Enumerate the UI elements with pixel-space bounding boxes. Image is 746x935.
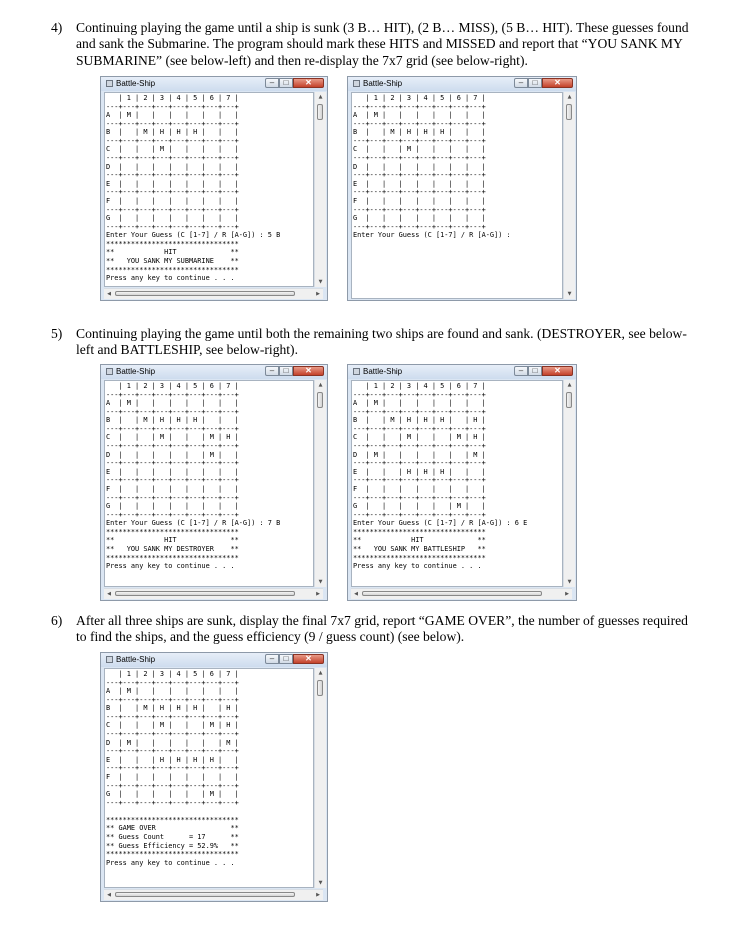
window-title: Battle-Ship [363,79,403,88]
paragraph-text: Continuing playing the game until both the remaining two ships are found and sank. (DESTROYER, see below-left and BATTLESHIP, see below-right). [76,326,687,358]
console-output-area[interactable] [104,380,314,587]
paragraph-6 [51,613,701,647]
app-icon [353,80,360,87]
scroll-up-arrow-icon[interactable]: ▲ [567,94,572,100]
scroll-thumb[interactable] [317,392,323,408]
minimize-button[interactable]: – [265,78,279,88]
scroll-thumb[interactable] [317,104,323,120]
minimize-button[interactable]: – [265,654,279,664]
scroll-down-arrow-icon[interactable]: ▼ [318,279,323,285]
app-icon [106,368,113,375]
maximize-button[interactable]: □ [528,366,542,376]
close-button[interactable]: ✕ [293,366,324,376]
scroll-right-arrow-icon[interactable]: ▶ [316,291,320,297]
console-output-area[interactable] [104,92,314,287]
horizontal-scroll-thumb[interactable] [115,892,295,897]
window-title: Battle-Ship [116,367,156,376]
window-title: Battle-Ship [116,655,156,664]
scroll-up-arrow-icon[interactable]: ▲ [318,94,323,100]
console-text: | 1 | 2 | 3 | 4 | 5 | 6 | 7 | ---+---+---+---+---+---+---+---+ A | M | | | | | | | ---+---+---+---+---+---+---+---+ B | | M | H | H | H | | | ---+---+---+---+---+---+---+---+ C | | | M | | | | | ---+---+---+---+---+---+---+---+ D | | | | | | | | ---+---+---+---+---+---+---+---+ E | | | | | | | | ---+---+---+---+---+---+---+---+ F | | | | | | | | ---+---+---+---+---+---+---+---+ G | | | | | | | | ---+---+---+---+---+---+---+---+ Enter Your Guess (C [1-7] / R [A-G]) : [353,94,511,240]
scroll-right-arrow-icon[interactable]: ▶ [565,591,569,597]
paragraph-number: 4) [51,20,63,35]
paragraph-text: Continuing playing the game until a ship is sunk (3 B… HIT), (2 B… MISS), (5 B… HIT). These guesses found and sank the Submarine. The program should mark these HITS and MISSED and report that “YOU SANK MY SUBMARINE” (see below-left) and then re-display the 7x7 grid (see below-right). [76,20,689,68]
horizontal-scroll-thumb[interactable] [115,291,295,296]
app-icon [106,80,113,87]
console-window-battleship-sunk[interactable] [347,364,577,601]
vertical-scrollbar[interactable] [314,668,326,888]
scroll-thumb[interactable] [566,104,572,120]
minimize-button[interactable]: – [265,366,279,376]
close-button[interactable]: ✕ [542,366,573,376]
horizontal-scrollbar[interactable] [104,889,323,900]
scroll-up-arrow-icon[interactable]: ▲ [567,382,572,388]
scroll-thumb[interactable] [566,392,572,408]
scroll-left-arrow-icon[interactable]: ◀ [107,591,111,597]
paragraph-text: After all three ships are sunk, display the final 7x7 grid, report “GAME OVER”, the number of guesses required to find the ships, and the guess efficiency (9 / guess count) (see below). [76,613,688,645]
app-icon [106,656,113,663]
horizontal-scrollbar[interactable] [104,588,323,599]
horizontal-scroll-thumb[interactable] [362,591,542,596]
horizontal-scrollbar[interactable] [104,288,323,299]
paragraph-number: 6) [51,613,63,628]
console-window-submarine-sunk[interactable] [100,76,328,301]
horizontal-scroll-thumb[interactable] [115,591,295,596]
app-icon [353,368,360,375]
scroll-down-arrow-icon[interactable]: ▼ [567,291,572,297]
window-title: Battle-Ship [363,367,403,376]
scroll-left-arrow-icon[interactable]: ◀ [354,591,358,597]
console-window-game-over[interactable] [100,652,328,902]
close-button[interactable]: ✕ [293,654,324,664]
scroll-down-arrow-icon[interactable]: ▼ [567,579,572,585]
scroll-down-arrow-icon[interactable]: ▼ [318,579,323,585]
paragraph-5 [51,326,701,360]
close-button[interactable]: ✕ [293,78,324,88]
console-output-area[interactable] [351,380,563,587]
paragraph-number: 5) [51,326,63,341]
console-window-destroyer-sunk[interactable] [100,364,328,601]
console-text: | 1 | 2 | 3 | 4 | 5 | 6 | 7 | ---+---+---+---+---+---+---+---+ A | M | | | | | | | ---+---+---+---+---+---+---+---+ B | | M | H | H | H | | H | ---+---+---+---+---+---+---+---+ C | | | M | | | M | H | ---+---+---+---+---+---+---+---+ D | M | | | | | | M | ---+---+---+---+---+---+---+---+ E | | | H | H | H | H | | ---+---+---+---+---+---+---+---+ F | | | | | | | | ---+---+---+---+---+---+---+---+ G | | | | | | M | | ---+---+---+---+---+---+---+---+ ******************************** ** GAME OVER ** ** Guess Count = 17 ** ** Guess Efficiency = 52.9% ** ******************************** Press any key to continue . . . [106,670,239,867]
horizontal-scrollbar[interactable] [351,588,572,599]
console-text: | 1 | 2 | 3 | 4 | 5 | 6 | 7 | ---+---+---+---+---+---+---+---+ A | M | | | | | | | ---+---+---+---+---+---+---+---+ B | | M | H | H | H | | H | ---+---+---+---+---+---+---+---+ C | | | M | | | M | H | ---+---+---+---+---+---+---+---+ D | M | | | | | | M | ---+---+---+---+---+---+---+---+ E | | | H | H | H | | | ---+---+---+---+---+---+---+---+ F | | | | | | | | ---+---+---+---+---+---+---+---+ G | | | | | | M | | ---+---+---+---+---+---+---+---+ Enter Your Guess (C [1-7] / R [A-G]) : 6 E ******************************** ** HIT ** ** YOU SANK MY BATTLESHIP ** ******************************** Press any key to continue . . . [353,382,528,571]
maximize-button[interactable]: □ [528,78,542,88]
paragraph-4 [51,20,701,70]
minimize-button[interactable]: – [514,78,528,88]
vertical-scrollbar[interactable] [314,92,326,287]
scroll-up-arrow-icon[interactable]: ▲ [318,382,323,388]
vertical-scrollbar[interactable] [314,380,326,587]
close-button[interactable]: ✕ [542,78,573,88]
maximize-button[interactable]: □ [279,654,293,664]
console-window-redisplay-grid[interactable] [347,76,577,301]
scroll-down-arrow-icon[interactable]: ▼ [318,880,323,886]
scroll-right-arrow-icon[interactable]: ▶ [316,591,320,597]
console-output-area[interactable] [104,668,314,888]
scroll-left-arrow-icon[interactable]: ◀ [107,892,111,898]
window-title: Battle-Ship [116,79,156,88]
scroll-up-arrow-icon[interactable]: ▲ [318,670,323,676]
scroll-right-arrow-icon[interactable]: ▶ [316,892,320,898]
vertical-scrollbar[interactable] [563,380,575,587]
scroll-left-arrow-icon[interactable]: ◀ [107,291,111,297]
console-text: | 1 | 2 | 3 | 4 | 5 | 6 | 7 | ---+---+---+---+---+---+---+---+ A | M | | | | | | | ---+---+---+---+---+---+---+---+ B | | M | H | H | H | | | ---+---+---+---+---+---+---+---+ C | | | M | | | M | H | ---+---+---+---+---+---+---+---+ D | | | | | | M | | ---+---+---+---+---+---+---+---+ E | | | | | | | | ---+---+---+---+---+---+---+---+ F | | | | | | | | ---+---+---+---+---+---+---+---+ G | | | | | | | | ---+---+---+---+---+---+---+---+ Enter Your Guess (C [1-7] / R [A-G]) : 7 B ******************************** ** HIT ** ** YOU SANK MY DESTROYER ** ******************************** Press any key to continue . . . [106,382,281,571]
console-output-area[interactable] [351,92,563,299]
minimize-button[interactable]: – [514,366,528,376]
scroll-thumb[interactable] [317,680,323,696]
vertical-scrollbar[interactable] [563,92,575,299]
maximize-button[interactable]: □ [279,366,293,376]
maximize-button[interactable]: □ [279,78,293,88]
console-text: | 1 | 2 | 3 | 4 | 5 | 6 | 7 | ---+---+---+---+---+---+---+---+ A | M | | | | | | | ---+---+---+---+---+---+---+---+ B | | M | H | H | H | | | ---+---+---+---+---+---+---+---+ C | | | M | | | | | ---+---+---+---+---+---+---+---+ D | | | | | | | | ---+---+---+---+---+---+---+---+ E | | | | | | | | ---+---+---+---+---+---+---+---+ F | | | | | | | | ---+---+---+---+---+---+---+---+ G | | | | | | | | ---+---+---+---+---+---+---+---+ Enter Your Guess (C [1-7] / R [A-G]) : 5 B ******************************** ** HIT ** ** YOU SANK MY SUBMARINE ** ******************************** Press any key to continue . . . [106,94,281,283]
